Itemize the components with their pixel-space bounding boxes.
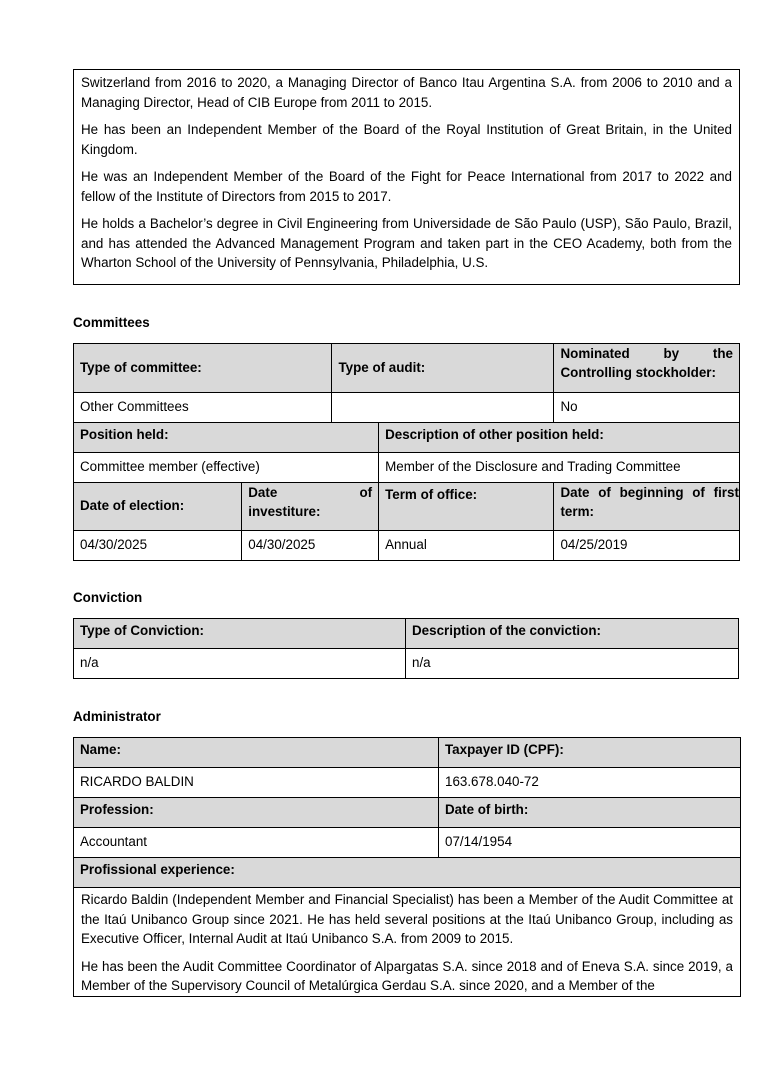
nominated-word-3: the [712, 346, 733, 361]
description-other-label: Description of other position held: [379, 423, 740, 453]
conviction-description-value: n/a [406, 649, 739, 679]
birth-label: Date of birth: [439, 798, 741, 828]
position-held-label: Position held: [74, 423, 379, 453]
conviction-title: Conviction [73, 590, 143, 605]
date-investiture-word-1: Date [248, 485, 278, 500]
first-term-label [554, 483, 740, 531]
conviction-description-label: Description of the conviction: [406, 619, 739, 649]
name-value: RICARDO BALDIN [74, 768, 439, 798]
nominated-word-4: Controlling stockholder: [560, 364, 716, 380]
taxpayer-value: 163.678.040-72 [439, 768, 741, 798]
experience-label: Profissional experience: [74, 858, 741, 888]
experience-paragraph: He has been the Audit Committee Coordinator of Alpargatas S.A. since 2018 and of Eneva S.A. since 2019, a Member of the Supervisory Council of Metalúrgica Gerdau S.A. since 2020, and a Member of the [81, 958, 733, 993]
nominated-label [554, 344, 740, 393]
nominated-word-1: Nominated [560, 346, 630, 361]
experience-text [74, 888, 741, 997]
position-held-value: Committee member (effective) [74, 453, 379, 483]
administrator-title: Administrator [73, 709, 161, 724]
profession-label: Profession: [74, 798, 439, 828]
name-label: Name: [74, 738, 439, 768]
conviction-type-value: n/a [74, 649, 406, 679]
date-investiture-label [242, 483, 379, 531]
bio-paragraph: Switzerland from 2016 to 2020, a Managing Director of Banco Itau Argentina S.A. from 2006 to 2010 and a Managing Director, Head of CIB Europe from 2011 to 2015. [81, 75, 732, 110]
type-of-committee-value: Other Committees [74, 393, 332, 423]
bio-paragraph: He holds a Bachelor’s degree in Civil Engineering from Universidade de São Paulo (USP), São Paulo, Brazil, and has attended the Advanced Management Program and taken part in the CEO Academy, both from the Wharton School of the University of Pennsylvania, Philadelphia, U.S. [81, 216, 732, 270]
administrator-table [73, 737, 741, 997]
type-of-audit-label: Type of audit: [332, 344, 554, 393]
date-investiture-word-2: of [359, 485, 373, 500]
conviction-table [73, 618, 739, 679]
experience-paragraph: Ricardo Baldin (Independent Member and Financial Specialist) has been a Member of the Audit Committee at the Itaú Unibanco Group since 2021. He has held several positions at the Itaú Unibanco Group, including as Executive Officer, Internal Audit at Itaú Unibanco S.A. from 2009 to 2015. [81, 892, 733, 946]
nominated-word-2: by [663, 346, 680, 361]
bio-continuation-box [73, 69, 740, 285]
date-election-value: 04/30/2025 [74, 531, 242, 561]
bio-paragraph: He has been an Independent Member of the Board of the Royal Institution of Great Britain, in the United Kingdom. [81, 122, 732, 157]
conviction-type-label: Type of Conviction: [74, 619, 406, 649]
taxpayer-label: Taxpayer ID (CPF): [439, 738, 741, 768]
type-of-committee-label: Type of committee: [74, 344, 332, 393]
first-term-line-2: term: [560, 503, 594, 519]
first-term-line-1: Date of beginning of first [560, 485, 739, 500]
date-investiture-word-3: investiture: [248, 503, 321, 519]
first-term-value: 04/25/2019 [554, 531, 740, 561]
nominated-value: No [554, 393, 740, 423]
committees-title: Committees [73, 315, 150, 330]
term-label: Term of office: [379, 483, 554, 531]
birth-value: 07/14/1954 [439, 828, 741, 858]
term-value: Annual [379, 531, 554, 561]
bio-paragraph: He was an Independent Member of the Board of the Fight for Peace International from 2017 to 2022 and fellow of the Institute of Directors from 2015 to 2017. [81, 169, 732, 204]
description-other-value: Member of the Disclosure and Trading Committee [379, 453, 740, 483]
committees-table [73, 343, 740, 561]
date-investiture-value: 04/30/2025 [242, 531, 379, 561]
profession-value: Accountant [74, 828, 439, 858]
date-election-label: Date of election: [74, 483, 242, 531]
type-of-audit-value [332, 393, 554, 423]
